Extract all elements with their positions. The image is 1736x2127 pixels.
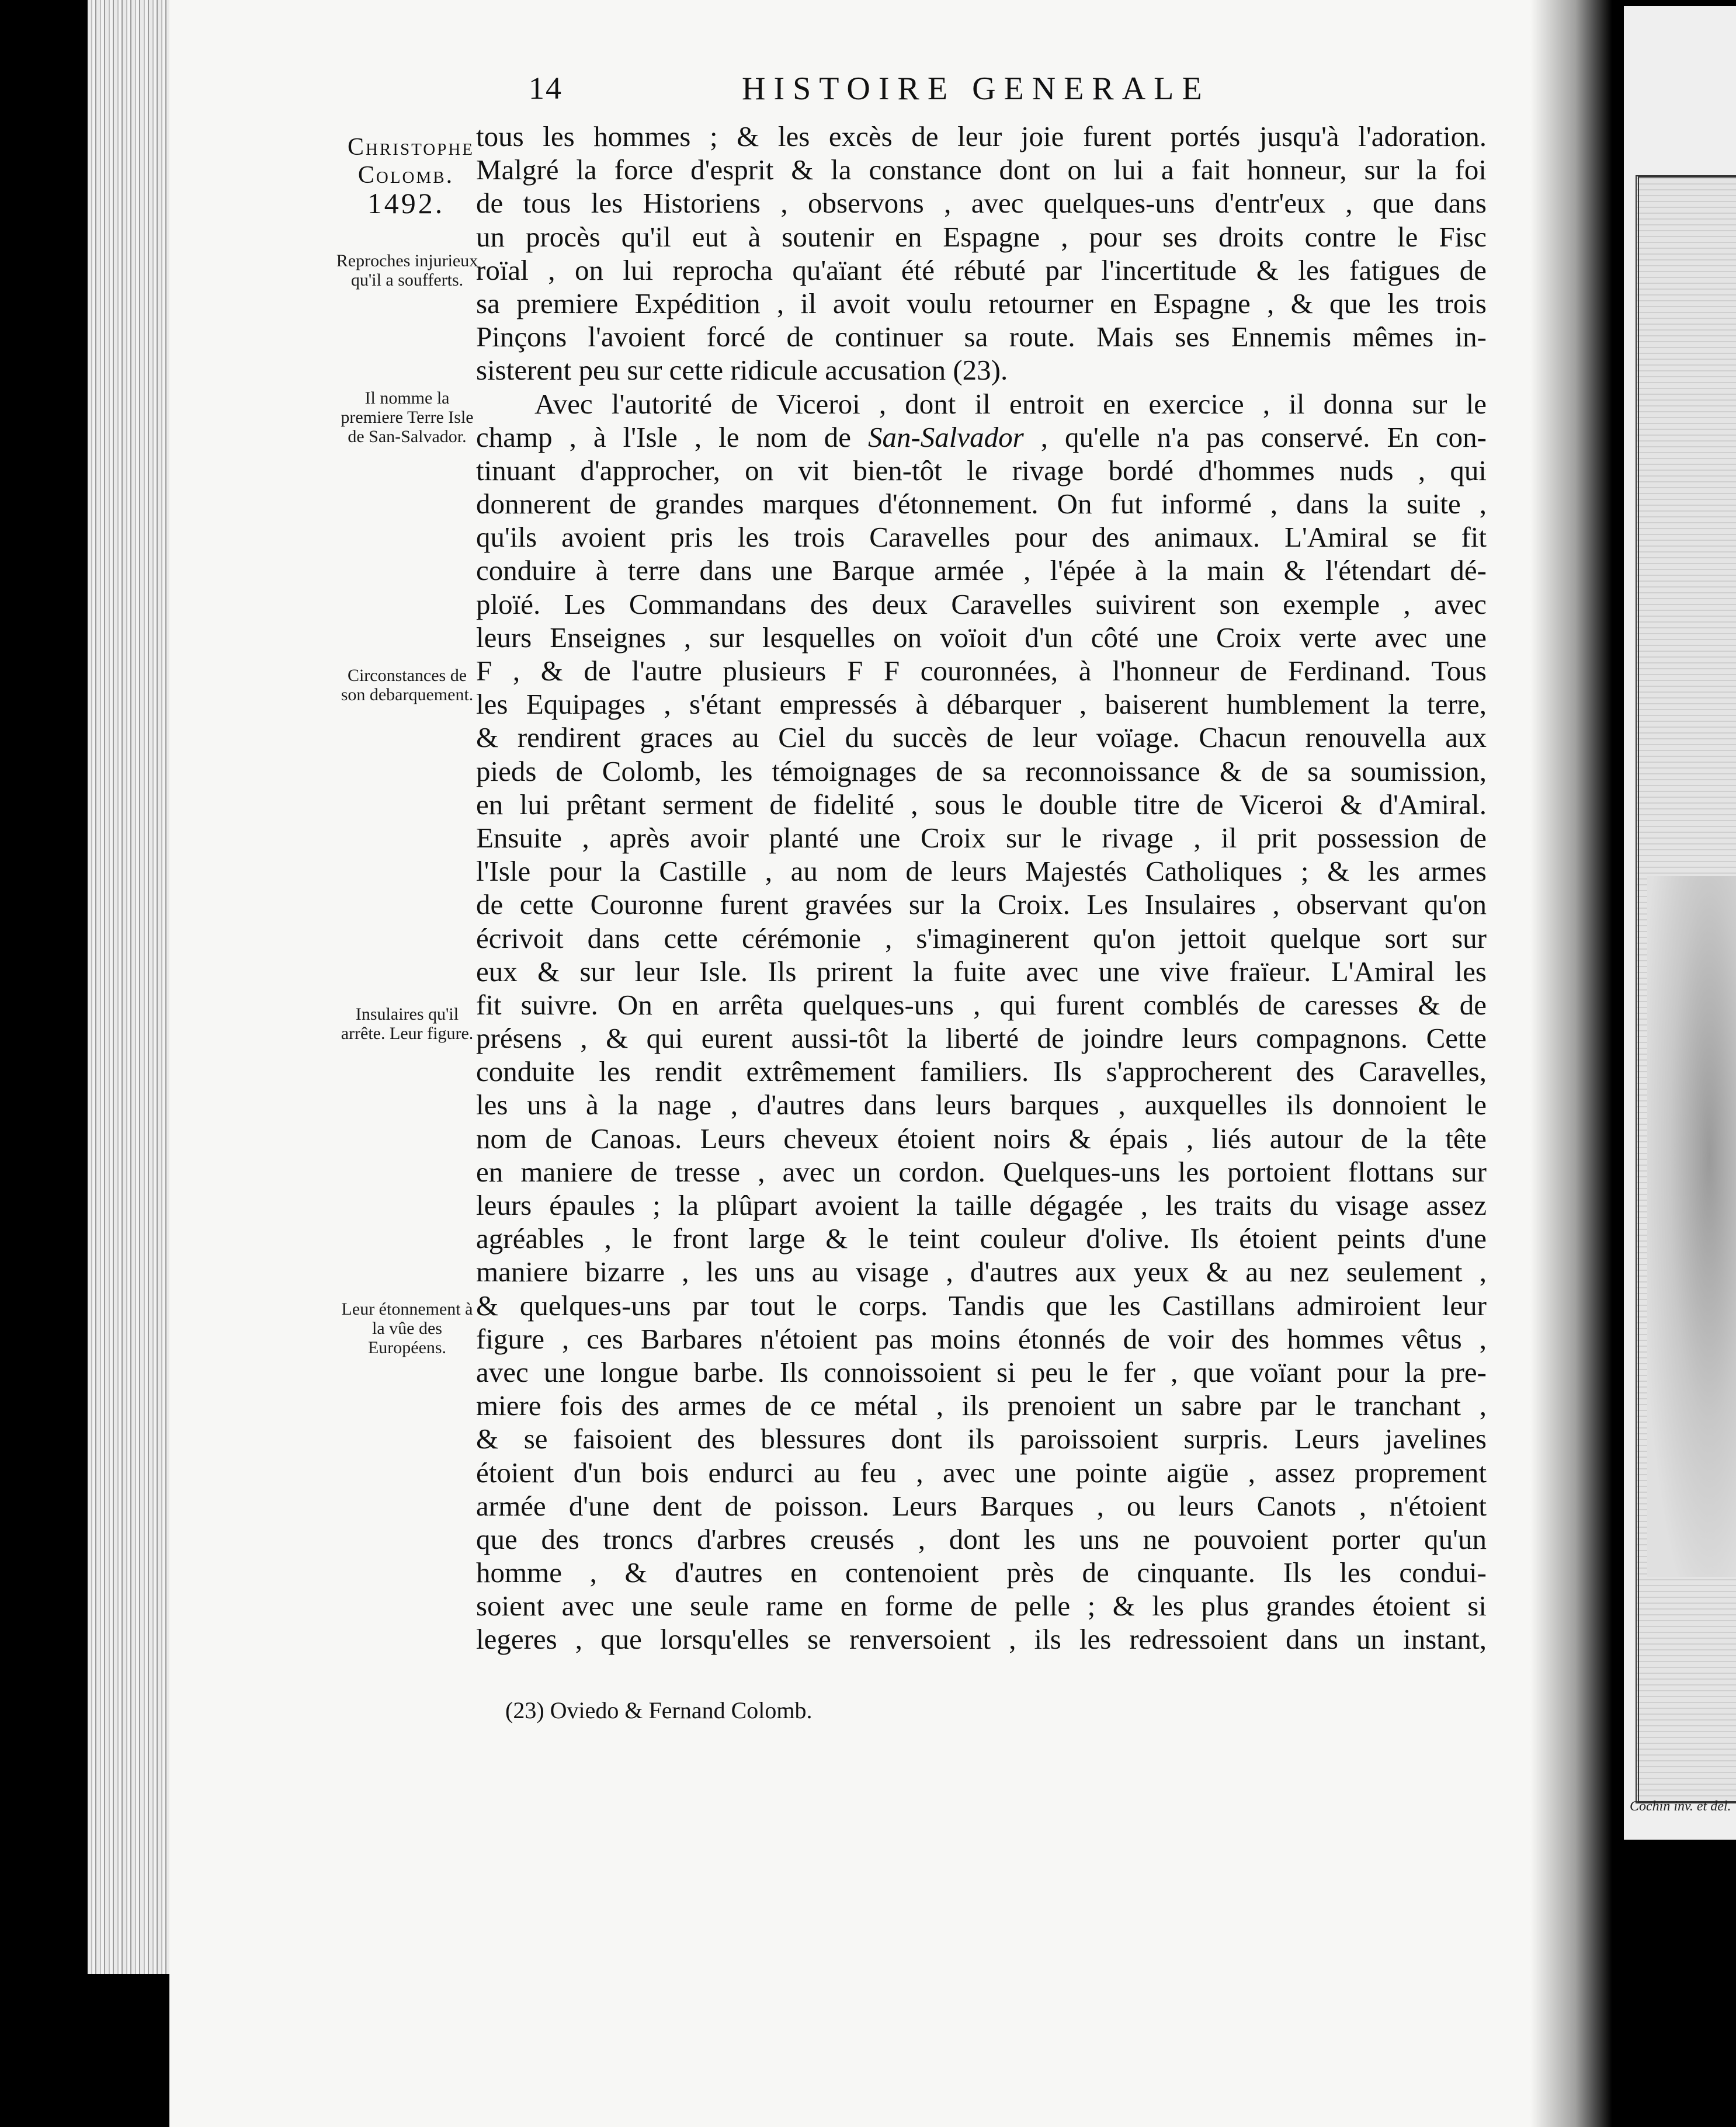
text-line: & rendirent graces au Ciel du succès de leur voïage. Chacun renouvella aux (476, 721, 1487, 754)
text-line: leurs Enseignes , sur lesquelles on voïoit d'un côté une Croix verte avec une (476, 621, 1487, 654)
text-line: conduire à terre dans une Barque armée , l'épée à la main & l'étendart dé- (476, 554, 1487, 587)
page-number: 14 (529, 71, 563, 106)
side-note: Reproches injurieux qu'il a soufferts. (336, 251, 478, 290)
text-line: un procès qu'il eut à soutenir en Espagne , pour ses droits contre le Fisc (476, 220, 1487, 253)
margin-name-line1: Christophe (348, 134, 475, 161)
text-line: tinuant d'approcher, on vit bien-tôt le rivage bordé d'hommes nuds , qui (476, 454, 1487, 486)
footnote: (23) Oviedo & Fernand Colomb. (505, 1697, 813, 1723)
text-line: Ensuite , après avoir planté une Croix sur le rivage , il prit possession de (476, 821, 1487, 854)
text-line: champ , à l'Isle , le nom de San-Salvador , qu'elle n'a pas conservé. En con- (476, 420, 1487, 453)
text-line: homme , & d'autres en contenoient près de cinquante. Ils les condui- (476, 1556, 1487, 1589)
text-line: donnerent de grandes marques d'étonnement. On fut informé , dans la suite , (476, 488, 1487, 520)
text-line: sisterent peu sur cette ridicule accusation (23). (476, 354, 1008, 387)
text-line: nom de Canoas. Leurs cheveux étoient noirs & épais , liés autour de la tête (476, 1122, 1487, 1155)
text-line: leurs épaules ; la plûpart avoient la taille dégagée , les traits du visage assez (476, 1189, 1487, 1221)
text-line: écrivoit dans cette cérémonie , s'imaginerent qu'on jettoit quelque sort sur (476, 922, 1487, 954)
text-line: eux & sur leur Isle. Ils prirent la fuite avec une vive fraïeur. L'Amiral les (476, 955, 1487, 988)
body-text (476, 120, 1487, 1656)
text-line: ploïé. Les Commandans des deux Caravelles suivirent son exemple , avec (476, 588, 1487, 620)
text-line: roïal , on lui reprocha qu'aïant été rébuté par l'incertitude & les fatigues de (476, 253, 1487, 286)
text-line: miere fois des armes de ce métal , ils prenoient un sabre par le tranchant , (476, 1389, 1487, 1422)
text-line: Pinçons l'avoient forcé de continuer sa route. Mais ses Ennemis mêmes in- (476, 321, 1487, 353)
text-line: maniere bizarre , les uns au visage , d'autres aux yeux & au nez seulement , (476, 1256, 1487, 1288)
text-line: étoient d'un bois endurci au feu , avec une pointe aigüe , assez proprement (476, 1456, 1487, 1489)
text-line: en maniere de tresse , avec un cordon. Quelques-uns les portoient flottans sur (476, 1155, 1487, 1188)
plate-engraving (1647, 876, 1736, 1577)
margin-name-line2: Colomb. (357, 162, 454, 189)
page-heading: HISTOIRE GENERALE (742, 71, 1210, 107)
text-line: soient avec une seule rame en forme de pelle ; & les plus grandes étoient si (476, 1590, 1487, 1622)
text-line: armée d'une dent de poisson. Leurs Barques , ou leurs Canots , n'étoient (476, 1489, 1487, 1522)
side-note: Circonstances de son debarquement. (341, 666, 474, 704)
margin-year: 1492. (367, 187, 445, 220)
text-line: de cette Couronne furent gravées sur la Croix. Les Insulaires , observant qu'on (476, 888, 1487, 921)
side-note: Insulaires qu'il arrête. Leur figure. (341, 1005, 474, 1043)
text-line: l'Isle pour la Castille , au nom de leurs Majestés Catholiques ; & les armes (476, 855, 1487, 888)
text-line: tous les hommes ; & les excès de leur joie furent portés jusqu'à l'adoration. (476, 120, 1487, 152)
text-line: en lui prêtant serment de fidelité , sous le double titre de Viceroi & d'Amiral. (476, 788, 1487, 821)
text-line: F , & de l'autre plusieurs F F couronnées, à l'honneur de Ferdinand. Tous (476, 655, 1487, 687)
text-line: figure , ces Barbares n'étoient pas moins étonnés de voir des hommes vêtus , (476, 1322, 1487, 1355)
text-line: & quelques-uns par tout le corps. Tandis que les Castillans admiroient leur (476, 1289, 1487, 1322)
running-head (0, 70, 1736, 111)
margin-header (348, 133, 475, 220)
side-note: Il nomme la premiere Terre Isle de San-Salvador. (341, 388, 474, 446)
text-line: sa premiere Expédition , il avoit voulu retourner en Espagne , & que les trois (476, 287, 1487, 319)
text-line: les Equipages , s'étant empressés à débarquer , baiserent humblement la terre, (476, 688, 1487, 721)
page-edges (88, 0, 169, 1974)
engraver-credit: Cochin inv. et del. (1630, 1799, 1731, 1814)
text-line: fit suivre. On en arrêta quelques-uns , qui furent comblés de caresses & de (476, 988, 1487, 1021)
text-line: Malgré la force d'esprit & la constance dont on lui a fait honneur, sur la foi (476, 154, 1487, 186)
text-line: qu'ils avoient pris les trois Caravelles pour des animaux. L'Amiral se fit (476, 521, 1487, 554)
text-line: que des troncs d'arbres creusés , dont les uns ne pouvoient porter qu'un (476, 1523, 1487, 1555)
italic-place-name: San-Salvador (867, 420, 1024, 453)
text-line: conduite les rendit extrêmement familiers. Ils s'approcherent des Caravelles, (476, 1055, 1487, 1088)
text-line: avec une longue barbe. Ils connoissoient si peu le fer , que voïant pour la pre- (476, 1356, 1487, 1388)
text-line: présens , & qui eurent aussi-tôt la liberté de joindre leurs compagnons. Cette (476, 1022, 1487, 1055)
text-line: legeres , que lorsqu'elles se renversoient , ils les redressoient dans un instant, (476, 1623, 1487, 1656)
text-line: pieds de Colomb, les témoignages de sa reconnoissance & de sa soumission, (476, 755, 1487, 787)
text-line: les uns à la nage , d'autres dans leurs barques , auxquelles ils donnoient le (476, 1089, 1487, 1121)
text-line: de tous les Historiens , observons , avec quelques-uns d'entr'eux , que dans (476, 187, 1487, 220)
text-line: agréables , le front large & le teint couleur d'olive. Ils étoient peints d'une (476, 1222, 1487, 1255)
side-note: Leur étonnement à la vûe des Européens. (341, 1299, 473, 1357)
text-line: & se faisoient des blessures dont ils paroissoient surpris. Leurs javelines (476, 1423, 1487, 1455)
gutter-shadow (1530, 0, 1612, 2127)
text-line: Avec l'autorité de Viceroi , dont il entroit en exercice , il donna sur le (534, 387, 1487, 420)
